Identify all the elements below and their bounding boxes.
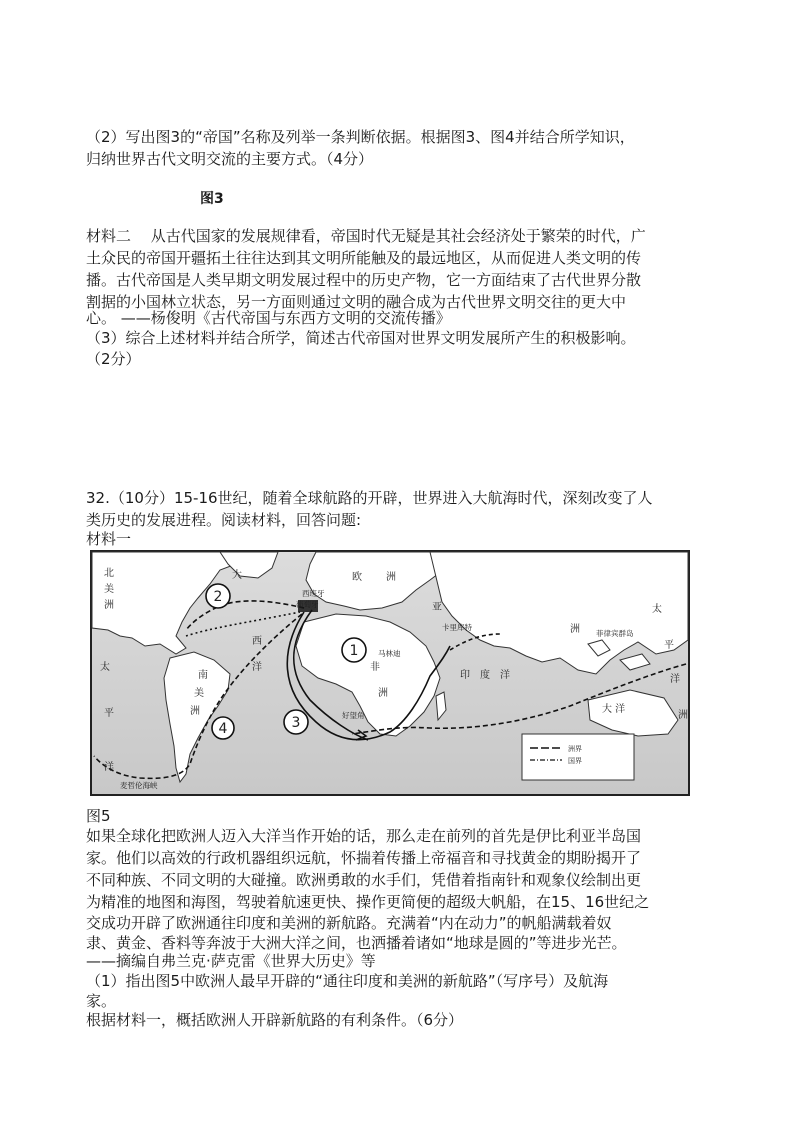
material-2-line-4: 割据的小国林立状态，另一方面则通过文明的融合成为古代世界文明交往的更大中	[86, 293, 627, 311]
pacific-east-label-3: 洋	[670, 674, 680, 685]
spain-label: 西班牙	[302, 589, 325, 598]
pacific-east-label-4: 洲	[678, 710, 688, 721]
europe-label-1: 欧	[352, 572, 362, 583]
question-32-line-1: 32.（10分）15-16世纪，随着全球航路的开辟，世界进入大航海时代，深刻改变了人	[86, 489, 653, 507]
north-america-label-2: 美	[104, 584, 114, 595]
atlantic-label-2: 西	[252, 636, 262, 647]
africa-label-1: 非	[370, 662, 380, 673]
cape-of-good-hope-label: 好望角	[342, 711, 365, 720]
south-america-label-2: 美	[194, 688, 204, 699]
south-america-label-1: 南	[198, 670, 208, 681]
pacific-east-label-1: 太	[652, 604, 662, 615]
new-sea-routes-map	[90, 550, 690, 796]
asia-label-2: 洲	[570, 624, 580, 635]
legend-national-border: 国界	[568, 757, 582, 765]
asia-label-1: 亚	[432, 602, 442, 613]
material-1-line-3: 不同种族、不同文明的大碰撞。欧洲勇敢的水手们，凭借着指南针和观象仪绘制出更	[86, 871, 642, 889]
question-32-1-line-3: 根据材料一，概括欧洲人开辟新航路的有利条件。（6分）	[86, 1011, 464, 1029]
route-2-number: 2	[213, 589, 223, 605]
north-america-label-1: 北	[104, 568, 114, 579]
indian-ocean-label: 印 度 洋	[460, 670, 510, 681]
south-america-label-3: 洲	[190, 706, 200, 717]
material-1-heading: 材料一	[86, 530, 132, 548]
material-1-line-2: 家。他们以高效的行政机器组织远航，怀揣着传播上帝福音和寻找黄金的期盼揭开了	[86, 849, 642, 867]
north-america-label-3: 洲	[104, 600, 114, 611]
material-2-line-3: 播。古代帝国是人类早期文明发展过程中的历史产物，它一方面结束了古代世界分散	[86, 271, 642, 289]
figure-5-caption: 图5	[86, 807, 111, 825]
africa-label-2: 洲	[378, 688, 388, 699]
material-1-line-4: 为精准的地图和海图，驾驶着航速更快、操作更简便的超级大帆船，在15、16世纪之	[86, 893, 650, 911]
question-2-line-1: （2）写出图3的“帝国”名称及列举一条判断依据。根据图3、图4并结合所学知识，	[86, 128, 635, 146]
oceania-label: 大 洋	[602, 704, 626, 715]
pacific-west-label-2: 平	[104, 708, 114, 719]
pacific-east-label-2: 平	[664, 640, 674, 651]
legend-continent-border: 洲界	[568, 745, 582, 753]
material-1-line-5: 交成功开辟了欧洲通往印度和美洲的新航路。充满着“内在动力”的帆船满载着奴	[86, 914, 612, 932]
pacific-west-label-1: 太	[100, 662, 110, 673]
calicut-label: 卡里库特	[442, 623, 472, 632]
map-legend	[522, 734, 634, 780]
material-1-source: ——摘编自弗兰克·萨克雷《世界大历史》等	[86, 952, 376, 970]
pacific-west-label-3: 洋	[104, 762, 114, 773]
malindi-label: 马林迪	[378, 649, 401, 658]
question-3-line-1: （3）综合上述材料并结合所学，简述古代帝国对世界文明发展所产生的积极影响。	[86, 329, 636, 347]
route-3-number: 3	[291, 715, 301, 731]
question-32-line-2: 类历史的发展进程。阅读材料，回答问题:	[86, 511, 362, 529]
material-1-line-1: 如果全球化把欧洲人迈入大洋当作开始的话，那么走在前列的首先是伊比利亚半岛国	[86, 827, 642, 845]
philippines-label: 菲律宾群岛	[596, 629, 634, 638]
atlantic-label-1: 大	[232, 570, 242, 581]
material-2-line-5: 心。 ——杨俊明《古代帝国与东西方文明的交流传播》	[86, 309, 451, 327]
question-2-line-2: 归纳世界古代文明交流的主要方式。（4分）	[86, 150, 374, 168]
question-3-line-2: （2分）	[86, 350, 141, 368]
route-1-number: 1	[349, 643, 359, 659]
question-32-1-line-2: 家。	[86, 992, 117, 1010]
europe-label-2: 洲	[386, 572, 396, 583]
portugal-label: 葡萄牙	[296, 600, 319, 609]
question-32-1-line-1: （1）指出图5中欧洲人最早开辟的“通往印度和美洲的新航路”（写序号）及航海	[86, 972, 609, 990]
magellan-strait-label: 麦哲伦海峡	[120, 781, 158, 790]
atlantic-label-3: 洋	[252, 662, 262, 673]
figure-3-caption: 图3	[200, 191, 224, 207]
material-1-line-6: 隶、黄金、香料等奔波于大洲大洋之间，也洒播着诸如“地球是圆的”等进步光芒。	[86, 934, 627, 952]
route-4-number: 4	[218, 721, 228, 737]
material-2-line-1: 材料二 从古代国家的发展规律看，帝国时代无疑是其社会经济处于繁荣的时代，广	[86, 227, 646, 245]
material-2-line-2: 土众民的帝国开疆拓土往往达到其文明所能触及的最远地区，从而促进人类文明的传	[86, 249, 642, 267]
